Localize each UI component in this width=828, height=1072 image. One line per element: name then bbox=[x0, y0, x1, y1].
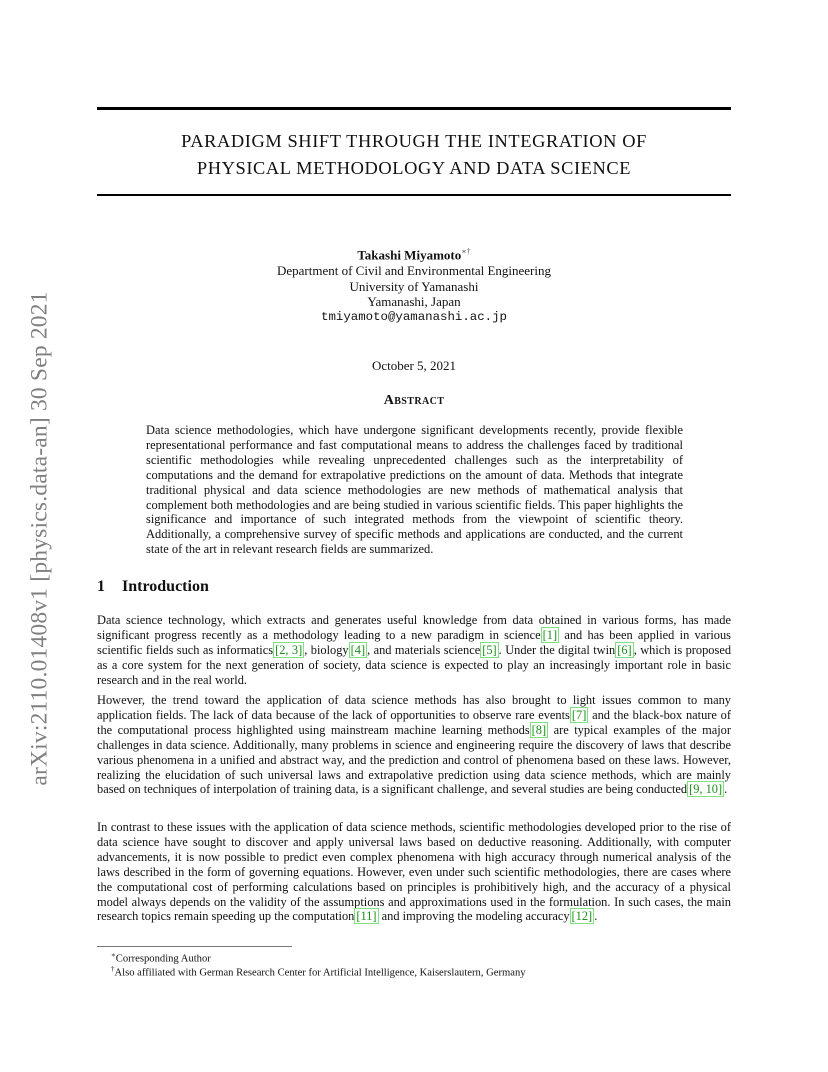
title-line-1: PARADIGM SHIFT THROUGH THE INTEGRATION OF bbox=[181, 131, 647, 151]
citation-link[interactable]: [1] bbox=[542, 627, 558, 642]
section-heading-introduction bbox=[97, 578, 209, 596]
author-university: University of Yamanashi bbox=[349, 278, 479, 294]
paper-date: October 5, 2021 bbox=[371, 358, 457, 373]
author-location: Yamanashi, Japan bbox=[367, 294, 461, 310]
author-marks: ∗† bbox=[461, 247, 471, 256]
citation-link[interactable]: [9, 10] bbox=[689, 782, 723, 797]
paper-title bbox=[97, 128, 731, 182]
author-block bbox=[97, 244, 731, 325]
paragraph-2: However, the trend toward the application of data science methods has also brought to light issues common to many application fields. The lack of data because of the lack of opportunities to observe rare events [7] and the black-box nature of the computational process highlighted using mainstream machine learning methods [8] are typical examples of the major challenges in data science. Additionally, many problems in science and engineering require the discovery of laws that describe various phenomena in a unified and abstract way, and the prediction and control of phenomena based on these laws. However, realizing the elucidation of such universal laws and extrapolative prediction using data science methods, which are mainly based on techniques of interpolation of training data, is a significant challenge, and several studies are being conducted [9, 10] . bbox=[97, 693, 732, 797]
citation-link[interactable]: [11] bbox=[356, 909, 377, 924]
citation-link[interactable]: [4] bbox=[350, 642, 366, 657]
title-line-2: PHYSICAL METHODOLOGY AND DATA SCIENCE bbox=[196, 158, 632, 178]
citation-link[interactable]: [2, 3] bbox=[275, 642, 303, 657]
arxiv-identifier: arXiv:2110.01408v1 [physics.data-an] 30 Sep 2021 bbox=[26, 291, 53, 786]
footnote-1: ∗Corresponding Author bbox=[111, 951, 211, 965]
section-title: Introduction bbox=[122, 578, 209, 595]
citation-link[interactable]: [6] bbox=[617, 642, 632, 657]
footnote-rule bbox=[97, 946, 292, 947]
author-email[interactable]: tmiyamoto@yamanashi.ac.jp bbox=[321, 309, 507, 324]
citation-link[interactable]: [7] bbox=[571, 707, 587, 722]
abstract-heading: Abstract bbox=[383, 393, 445, 408]
paragraph-1: Data science technology, which extracts and generates useful knowledge from data obtained in various forms, has made significant progress recently as a methodology leading to a new paradigm in science [1] and has been applied in various scientific fields such as informatics [2, 3] , biology [4] , and materials science [5] . Under the digital twin [6] , which is proposed as a core system for the next generation of society, data science is expected to play an increasingly important role in basic research and in the real world. bbox=[97, 613, 732, 687]
citation-link[interactable]: [8] bbox=[531, 722, 547, 737]
citation-link[interactable]: [5] bbox=[482, 642, 497, 657]
abstract-text: Data science methodologies, which have undergone significant developments recently, provide flexible representational performance and fast computational means to address the challenges faced by traditional scientific methodologies while revealing unprecedented challenges such as the interpretability of computations and the demand for extrapolative predictions on the amount of data. Methods that integrate traditional physical and data science methodologies are new methods of mathematical analysis that complement both methodologies and are being studied in various scientific fields. This paper highlights the significance and importance of such integrated methods from the viewpoint of scientific theory. Additionally, a comprehensive survey of specific methods and applications are conducted, and the current state of the art in relevant research fields are summarized. bbox=[146, 423, 683, 557]
citation-link[interactable]: [12] bbox=[571, 909, 593, 924]
author-name: Takashi Miyamoto∗† bbox=[357, 247, 471, 263]
title-bottom-rule bbox=[97, 194, 731, 196]
title-top-rule bbox=[97, 107, 731, 110]
footnote-2: †Also affiliated with German Research Center for Artificial Intelligence, Kaiserslautern, Germany bbox=[111, 965, 526, 979]
section-number: 1 bbox=[97, 578, 105, 595]
author-department: Department of Civil and Environmental Engineering bbox=[276, 262, 551, 278]
paragraph-3: In contrast to these issues with the application of data science methods, scientific methodologies developed prior to the rise of data science have sought to discover and apply universal laws based on deductive reasoning. Additionally, with computer advancements, it is now possible to predict even complex phenomena with high accuracy through numerical analysis of the laws described in the form of governing equations. However, even under such scientific methodologies, there are cases where the computational cost of performing calculations based on principles is prohibitively high, and the accuracy of a physical model always depends on the validity of the assumptions and approximations used in the formulation. In such cases, the main research topics remain speeding up the computation [11] and improving the modeling accuracy [12] . bbox=[97, 820, 731, 924]
